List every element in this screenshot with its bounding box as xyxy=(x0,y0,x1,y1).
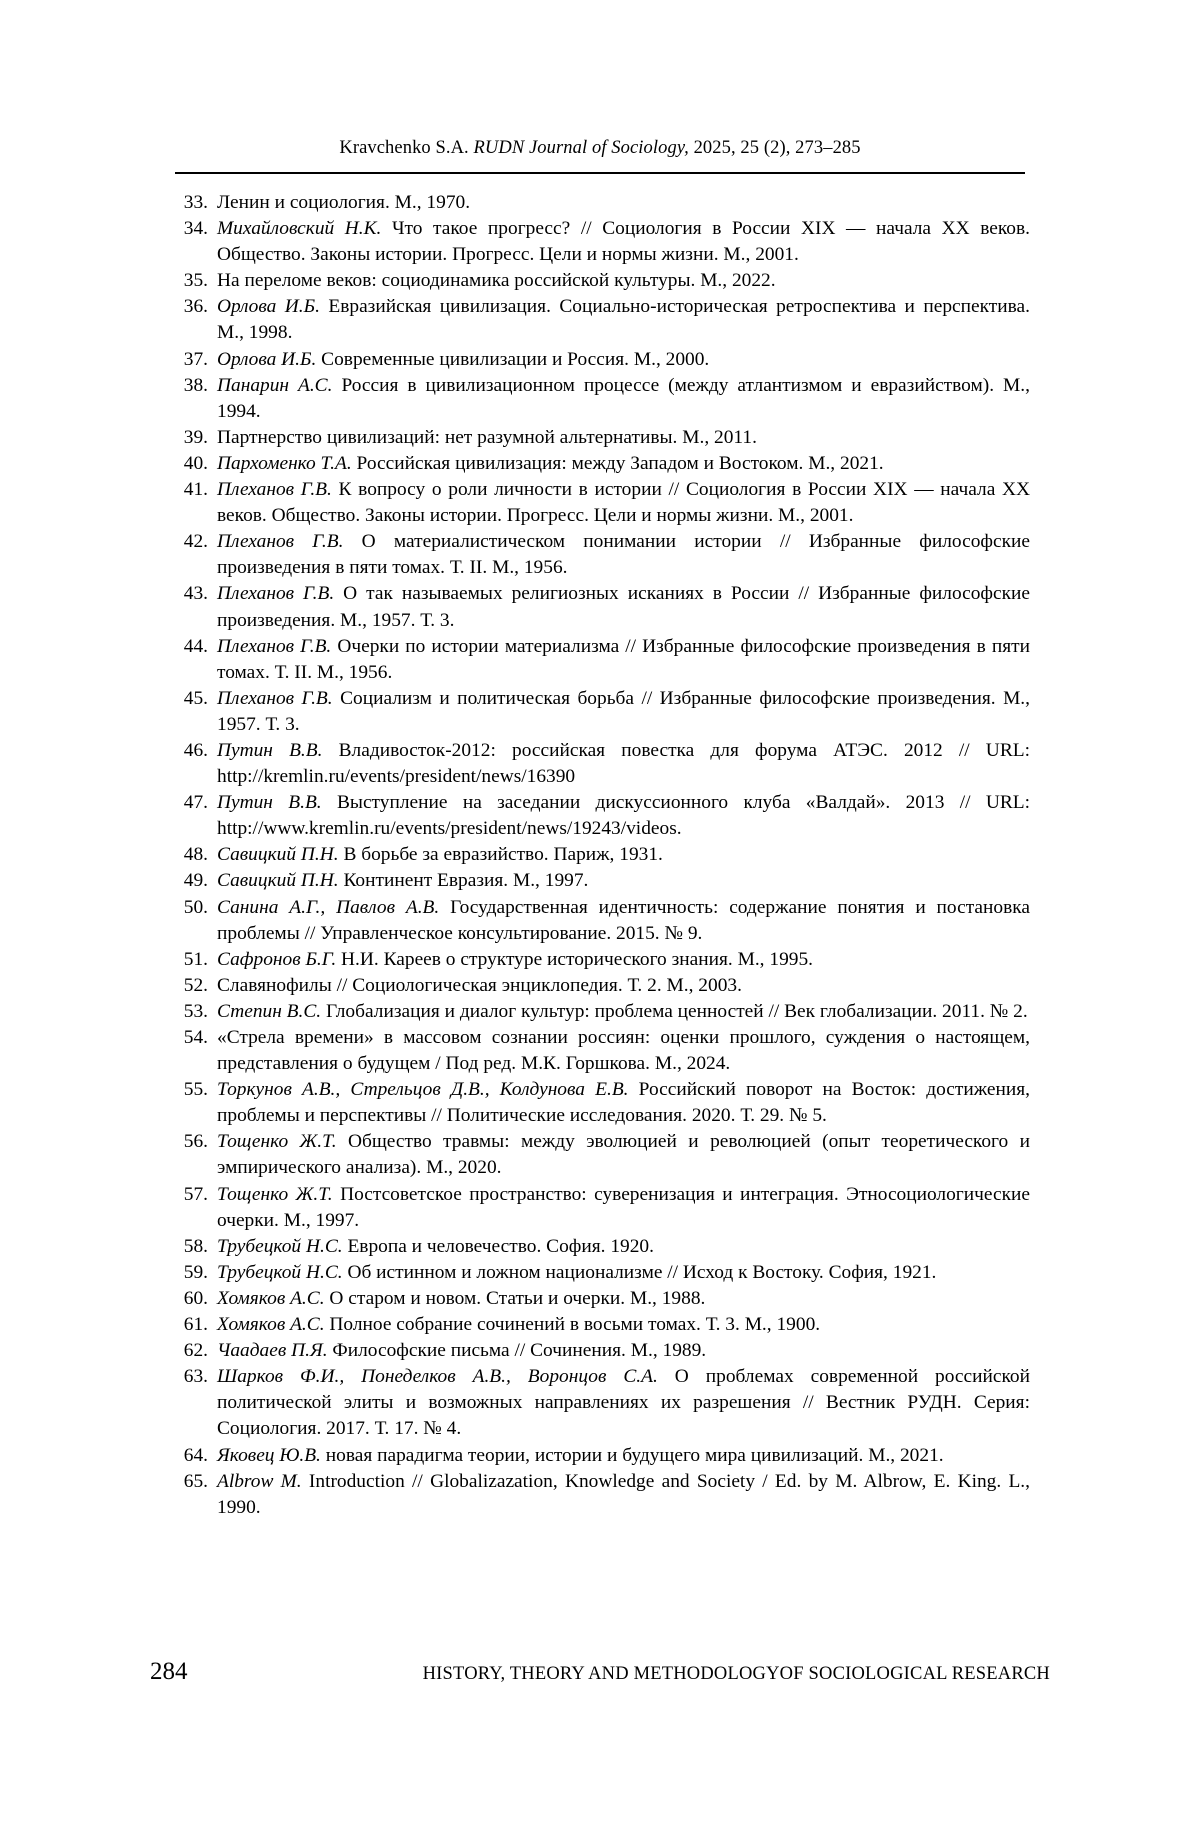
reference-author: Путин В.В. xyxy=(217,792,322,814)
reference-item xyxy=(175,451,1030,477)
reference-item xyxy=(175,268,1030,294)
reference-detail: новая парадигма теории, истории и будущего мира цивилизаций. М., 2021. xyxy=(320,1444,944,1466)
reference-number: 48. xyxy=(183,844,208,866)
reference-number: 36. xyxy=(183,296,208,318)
reference-item xyxy=(175,1286,1030,1312)
reference-detail: Социализм и политическая борьба // Избранные философские произведения. М., 1957. Т. 3. xyxy=(217,687,1031,735)
reference-author: Хомяков А.С. xyxy=(217,1314,325,1336)
reference-author: Савицкий П.Н. xyxy=(217,870,339,892)
reference-detail: На переломе веков: социодинамика российской культуры. М., 2022. xyxy=(217,270,776,292)
reference-text xyxy=(217,451,1030,477)
reference-number: 51. xyxy=(183,948,208,970)
reference-number: 45. xyxy=(183,687,208,709)
reference-author: Путин В.В. xyxy=(217,739,323,761)
reference-item xyxy=(175,1338,1030,1364)
reference-item xyxy=(175,1129,1030,1181)
reference-text xyxy=(217,1182,1030,1234)
reference-item xyxy=(175,1077,1030,1129)
reference-item xyxy=(175,529,1030,581)
reference-number: 40. xyxy=(183,452,208,474)
reference-detail: Н.И. Кареев о структуре исторического знания. М., 1995. xyxy=(336,948,814,970)
reference-author: Орлова И.Б. xyxy=(217,348,317,370)
reference-item xyxy=(175,790,1030,842)
reference-text xyxy=(217,842,1030,868)
page-number: 284 xyxy=(150,1658,188,1685)
reference-text xyxy=(217,1129,1030,1181)
reference-detail: Что такое прогресс? // Социология в России XIX — начала XX веков. Общество. Законы истории. Прогресс. Цели и нормы жизни. М., 2001. xyxy=(217,218,1030,266)
reference-text xyxy=(217,1260,1030,1286)
reference-text xyxy=(217,1312,1030,1338)
reference-author: Тощенко Ж.Т. xyxy=(217,1183,333,1205)
reference-text xyxy=(217,1025,1030,1077)
reference-detail: Introduction // Globalizazation, Knowledge and Society / Ed. by M. Albrow, E. King. L., 1990. xyxy=(217,1470,1030,1518)
reference-detail: Славянофилы // Социологическая энциклопедия. Т. 2. М., 2003. xyxy=(217,974,742,996)
reference-number: 39. xyxy=(183,426,208,448)
reference-author: Сафронов Б.Г. xyxy=(217,948,337,970)
reference-text xyxy=(217,529,1030,581)
reference-item xyxy=(175,190,1030,216)
reference-author: Михайловский Н.К. xyxy=(217,218,382,240)
reference-item xyxy=(175,1260,1030,1286)
reference-number: 46. xyxy=(183,739,208,761)
reference-detail: Об истинном и ложном национализме // Исход к Востоку. София, 1921. xyxy=(342,1261,937,1283)
reference-author: Тощенко Ж.Т. xyxy=(217,1131,337,1153)
reference-author: Плеханов Г.В. xyxy=(217,531,344,553)
reference-number: 57. xyxy=(183,1183,208,1205)
reference-number: 41. xyxy=(183,479,208,501)
reference-text xyxy=(217,294,1030,346)
reference-item xyxy=(175,842,1030,868)
reference-text xyxy=(217,868,1030,894)
reference-number: 59. xyxy=(183,1261,208,1283)
reference-text xyxy=(217,686,1030,738)
reference-author: Плеханов Г.В. xyxy=(217,583,335,605)
reference-number: 42. xyxy=(183,531,208,553)
reference-detail: Общество травмы: между эволюцией и революцией (опыт теоретического и эмпирического анализа). М., 2020. xyxy=(217,1131,1030,1179)
reference-item xyxy=(175,373,1030,425)
reference-number: 63. xyxy=(183,1366,208,1388)
reference-author: Трубецкой Н.С. xyxy=(217,1261,343,1283)
reference-item xyxy=(175,634,1030,686)
reference-text xyxy=(217,947,1030,973)
reference-item xyxy=(175,1182,1030,1234)
reference-detail: Очерки по истории материализма // Избранные философские произведения в пяти томах. Т. II. М., 1956. xyxy=(217,635,1030,683)
reference-detail: «Стрела времени» в массовом сознании россиян: оценки прошлого, суждения о настоящем, представления о будущем / Под ред. М.К. Горшкова. М., 2024. xyxy=(217,1027,1030,1075)
reference-item xyxy=(175,686,1030,738)
reference-number: 58. xyxy=(183,1235,208,1257)
reference-author: Чаадаев П.Я. xyxy=(217,1340,328,1362)
reference-item xyxy=(175,1469,1030,1521)
reference-number: 47. xyxy=(183,792,208,814)
reference-number: 64. xyxy=(183,1444,208,1466)
reference-detail: Полное собрание сочинений в восьми томах. Т. 3. М., 1900. xyxy=(324,1314,821,1336)
reference-number: 62. xyxy=(183,1340,208,1362)
reference-item xyxy=(175,1025,1030,1077)
reference-text xyxy=(217,373,1030,425)
reference-number: 34. xyxy=(183,218,208,240)
reference-item xyxy=(175,999,1030,1025)
reference-text xyxy=(217,1338,1030,1364)
reference-author: Торкунов А.В., Стрельцов Д.В., Колдунова Е.В. xyxy=(217,1079,629,1101)
reference-number: 61. xyxy=(183,1314,208,1336)
reference-text xyxy=(217,790,1030,842)
reference-item xyxy=(175,581,1030,633)
reference-text xyxy=(217,738,1030,790)
reference-text xyxy=(217,1286,1030,1312)
reference-author: Плеханов Г.В. xyxy=(217,635,332,657)
reference-item xyxy=(175,425,1030,451)
reference-item xyxy=(175,294,1030,346)
reference-detail: К вопросу о роли личности в истории // Социология в России XIX — начала XX веков. Общество. Законы истории. Прогресс. Цели и нормы жизни. М., 2001. xyxy=(217,479,1030,527)
reference-detail: Российский поворот на Восток: достижения, проблемы и перспективы // Политические исследования. 2020. Т. 29. № 5. xyxy=(217,1079,1031,1127)
reference-text xyxy=(217,973,1030,999)
reference-number: 54. xyxy=(183,1027,208,1048)
reference-number: 44. xyxy=(183,635,208,657)
reference-item xyxy=(175,973,1030,999)
reference-detail: О так называемых религиозных исканиях в России // Избранные философские произведения. М., 1957. Т. 3. xyxy=(217,583,1030,631)
reference-detail: Российская цивилизация: между Западом и Востоком. М., 2021. xyxy=(351,452,884,474)
reference-detail: Современные цивилизации и Россия. М., 2000. xyxy=(316,348,710,370)
reference-item xyxy=(175,347,1030,373)
reference-item xyxy=(175,216,1030,268)
reference-text xyxy=(217,268,1030,294)
reference-author: Панарин А.С. xyxy=(217,374,333,396)
reference-detail: Ленин и социология. М., 1970. xyxy=(217,192,471,213)
running-head-citation: 2025, 25 (2), 273–285 xyxy=(688,138,861,158)
running-head-journal: RUDN Journal of Sociology, xyxy=(473,138,689,158)
reference-author: Савицкий П.Н. xyxy=(217,844,339,866)
reference-text xyxy=(217,1234,1030,1260)
reference-text xyxy=(217,477,1030,529)
reference-detail: Выступление на заседании дискуссионного клуба «Валдай». 2013 // URL: http://www.kremlin.ru/events/president/news/19243/videos. xyxy=(217,792,1030,840)
reference-number: 53. xyxy=(183,1000,208,1022)
reference-number: 50. xyxy=(183,896,208,918)
reference-text xyxy=(217,347,1030,373)
running-head-author: Kravchenko S.A. xyxy=(339,138,474,158)
header-divider xyxy=(175,172,1025,174)
reference-item xyxy=(175,868,1030,894)
reference-author: Плеханов Г.В. xyxy=(217,687,333,709)
footer-section-title: HISTORY, THEORY AND METHODOLOGYOF SOCIOLOGICAL RESEARCH xyxy=(422,1664,1050,1684)
reference-detail: Россия в цивилизационном процессе (между атлантизмом и евразийством). М., 1994. xyxy=(217,374,1030,422)
reference-author: Плеханов Г.В. xyxy=(217,479,332,501)
reference-item xyxy=(175,1443,1030,1469)
reference-text xyxy=(217,425,1030,451)
reference-text xyxy=(217,190,1030,216)
reference-detail: Континент Евразия. М., 1997. xyxy=(338,870,589,892)
reference-detail: Евразийская цивилизация. Социально-историческая ретроспектива и перспектива. М., 1998. xyxy=(217,296,1031,344)
reference-number: 52. xyxy=(183,974,208,996)
reference-number: 37. xyxy=(183,348,208,370)
reference-detail: В борьбе за евразийство. Париж, 1931. xyxy=(338,844,663,866)
reference-text xyxy=(217,1077,1030,1129)
reference-text xyxy=(217,1469,1030,1521)
reference-author: Пархоменко Т.А. xyxy=(217,452,352,474)
reference-item xyxy=(175,1364,1030,1442)
reference-item xyxy=(175,477,1030,529)
reference-author: Шарков Ф.И., Понеделков А.В., Воронцов С.А. xyxy=(217,1366,658,1388)
reference-detail: Владивосток-2012: российская повестка для форума АТЭС. 2012 // URL: http://kremlin.ru/events/president/news/16390 xyxy=(217,739,1030,788)
reference-detail: Европа и человечество. София. 1920. xyxy=(342,1235,654,1257)
reference-detail: Партнерство цивилизаций: нет разумной альтернативы. М., 2011. xyxy=(217,426,757,448)
reference-item xyxy=(175,738,1030,790)
reference-number: 43. xyxy=(183,583,208,605)
reference-item xyxy=(175,1312,1030,1338)
reference-text xyxy=(217,895,1030,947)
reference-detail: О материалистическом понимании истории // Избранные философские произведения в пяти томах. Т. II. М., 1956. xyxy=(217,531,1030,579)
reference-item xyxy=(175,1234,1030,1260)
reference-number: 60. xyxy=(183,1287,208,1309)
reference-text xyxy=(217,634,1030,686)
reference-number: 55. xyxy=(183,1079,208,1101)
reference-detail: Государственная идентичность: содержание понятия и постановка проблемы // Управленческое консультирование. 2015. № 9. xyxy=(217,896,1030,944)
reference-detail: О старом и новом. Статьи и очерки. М., 1988. xyxy=(324,1287,706,1309)
reference-detail: О проблемах современной российской политической элиты и возможных направлениях их разрешения // Вестник РУДН. Серия: Социология. 2017. Т. 17. № 4. xyxy=(217,1366,1031,1440)
reference-author: Albrow M. xyxy=(217,1470,302,1492)
reference-number: 56. xyxy=(183,1131,208,1153)
reference-author: Степин В.С. xyxy=(217,1000,322,1022)
reference-author: Орлова И.Б. xyxy=(217,296,320,318)
reference-number: 33. xyxy=(183,192,208,213)
running-head xyxy=(175,138,1025,159)
reference-author: Санина А.Г., Павлов А.В. xyxy=(217,896,440,918)
reference-number: 35. xyxy=(183,270,208,292)
reference-detail: Постсоветское пространство: суверенизация и интеграция. Этносоциологические очерки. М., 1997. xyxy=(217,1183,1030,1231)
reference-author: Яковец Ю.В. xyxy=(217,1444,321,1466)
reference-text xyxy=(217,1443,1030,1469)
reference-number: 49. xyxy=(183,870,208,892)
reference-item xyxy=(175,947,1030,973)
reference-number: 65. xyxy=(183,1470,208,1492)
reference-item xyxy=(175,895,1030,947)
reference-list xyxy=(175,190,1030,1521)
reference-author: Хомяков А.С. xyxy=(217,1287,325,1309)
reference-text xyxy=(217,999,1030,1025)
reference-author: Трубецкой Н.С. xyxy=(217,1235,343,1257)
reference-text xyxy=(217,1364,1030,1442)
reference-text xyxy=(217,216,1030,268)
reference-number: 38. xyxy=(183,374,208,396)
reference-detail: Глобализация и диалог культур: проблема ценностей // Век глобализации. 2011. № 2. xyxy=(321,1000,1028,1022)
reference-detail: Философские письма // Сочинения. М., 1989. xyxy=(327,1340,707,1362)
reference-text xyxy=(217,581,1030,633)
